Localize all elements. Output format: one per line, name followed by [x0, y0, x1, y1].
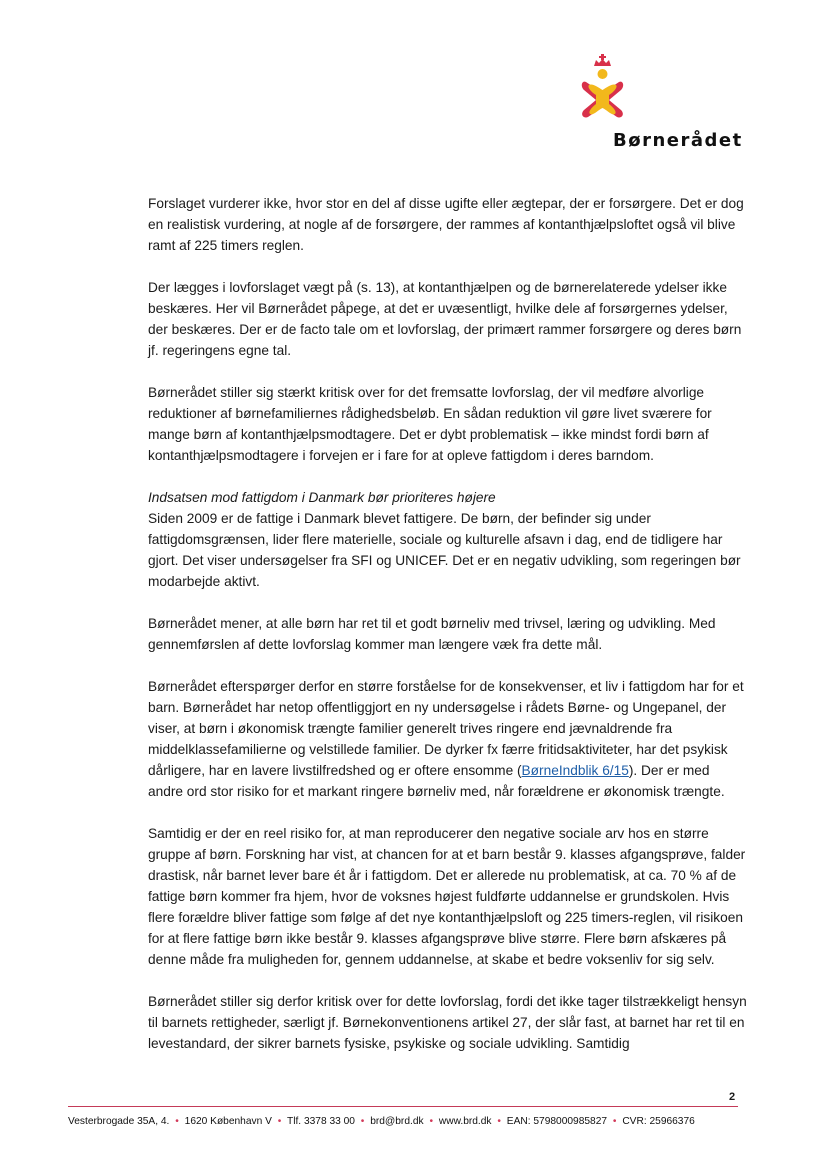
paragraph-6-text-after: ). Der er med andre ord stor risiko for et markant ringere børneliv med, når forældrene er økonomisk trængte.	[148, 763, 725, 799]
paragraph-6	[148, 676, 748, 802]
footer-email[interactable]: brd@brd.dk	[370, 1116, 424, 1127]
page-number: 2	[729, 1091, 736, 1103]
footer-separator: •	[497, 1116, 501, 1127]
section-fattigdom	[148, 487, 748, 592]
paragraph-8: Børnerådet stiller sig derfor kritisk over for dette lovforslag, fordi det ikke tager tilstrækkeligt hensyn til barnets rettigheder, særligt jf. Børnekonventionens artikel 27, der slår fast, at barnet har ret til en levestandard, der sikrer barnets fysiske, psykiske og sociale udvikling. Samtidig	[148, 994, 747, 1051]
brand-name: Børnerådet	[613, 130, 743, 151]
borneindblik-link[interactable]: BørneIndblik 6/15	[521, 763, 629, 778]
footer-divider	[68, 1106, 738, 1107]
crown-icon	[594, 54, 611, 66]
footer-web[interactable]: www.brd.dk	[438, 1116, 492, 1127]
paragraph-3: Børnerådet stiller sig stærkt kritisk over for det fremsatte lovforslag, der vil medføre alvorlige reduktioner af børnefamiliernes rådighedsbeløb. En sådan reduktion vil gøre livet sværere for mange børn af kontanthjælpsmodtagere. Det er dybt problematisk – ikke mindst fordi børn af kontanthjælpsmodtagere i forvejen er i fare for at opleve fattigdom i deres barndom.	[148, 385, 712, 463]
footer-separator: •	[175, 1116, 179, 1127]
paragraph-6-text-before: Børnerådet efterspørger derfor en større forståelse for de konsekvenser, et liv i fattigdom har for et barn. Børnerådet har netop offentliggjort en ny undersøgelse i rådets Børne- og Ungepanel, der viser, at børn i økonomisk trængte familier generelt trives ringere end jævnaldrende fra middelklassefamilierne og velstillede familier. De dyrker fx færre fritidsaktiviteter, har det psykisk dårligere, har en lavere livstilfredshed og er oftere ensomme (	[148, 679, 744, 778]
paragraph-5: Børnerådet mener, at alle børn har ret til et godt børneliv med trivsel, læring og udvikling. Med gennemførslen af dette lovforslag kommer man længere væk fra dette mål.	[148, 616, 716, 652]
paragraph-2: Der lægges i lovforslaget vægt på (s. 13), at kontanthjælpen og de børnerelaterede ydelser ikke beskæres. Her vil Børnerådet påpege, at det er uvæsentligt, hvilke dele af forsørgernes ydelser, der beskæres. Der er de facto tale om et lovforslag, der primært rammer forsørgere og deres børn jf. regeringens egne tal.	[148, 280, 742, 358]
figure-head	[598, 69, 608, 79]
footer-separator: •	[360, 1116, 365, 1127]
paragraph-1: Forslaget vurderer ikke, hvor stor en del af disse ugifte eller ægtepar, der er forsørgere. Det er dog en realistisk vurdering, at nogle af de forsørgere, der rammes af kontanthjælpsloftet også vil blive ramt af 225 timers reglen.	[148, 196, 744, 253]
paragraph-7: Samtidig er der en reel risiko for, at man reproducerer den negative sociale arv hos en større gruppe af børn. Forskning har vist, at chancen for at et barn består 9. klasses afgangsprøve, falder drastisk, når barnet lever bare ét år i fattigdom. Det er allerede nu problematisk, at ca. 70 % af de fattige børn kommer fra hjem, hvor de voksnes højest fuldførte uddannelse er grundskolen. Hvis flere forældre bliver fattige som følge af det nye kontanthjælpsloft og 225 timers-reglen, vil risikoen for at flere fattige børn ikke består 9. klasses afgangsprøve blive større. Flere børn afskæres på denne måde fra muligheden for, gennem uddannelse, at skabe et bedre voksenliv for sig selv.	[148, 826, 746, 967]
footer-separator: •	[612, 1116, 617, 1127]
paragraph-4: Siden 2009 er de fattige i Danmark blevet fattigere. De børn, der befinder sig under fattigdomsgrænsen, lider flere materielle, sociale og kulturelle afsavn i dag, end de tidligere har gjort. Det viser undersøgelser fra SFI og UNICEF. Det er en negativ udvikling, som regeringen bør modarbejde aktivt.	[148, 511, 741, 589]
footer-city: 1620 København V	[184, 1116, 272, 1127]
footer-separator: •	[429, 1116, 434, 1127]
footer-phone: Tlf. 3378 33 00	[286, 1116, 355, 1127]
footer-cvr: CVR: 25966376	[622, 1116, 695, 1127]
section-heading: Indsatsen mod fattigdom i Danmark bør prioriteres højere	[148, 490, 496, 505]
borneradet-logo-icon	[580, 52, 750, 122]
footer-separator: •	[277, 1116, 282, 1127]
header-logo	[580, 52, 750, 152]
footer-contact	[68, 1116, 748, 1127]
footer-address: Vesterbrogade 35A, 4.	[68, 1116, 170, 1127]
document-body	[148, 193, 748, 1075]
footer-ean: EAN: 5798000985827	[506, 1116, 608, 1127]
